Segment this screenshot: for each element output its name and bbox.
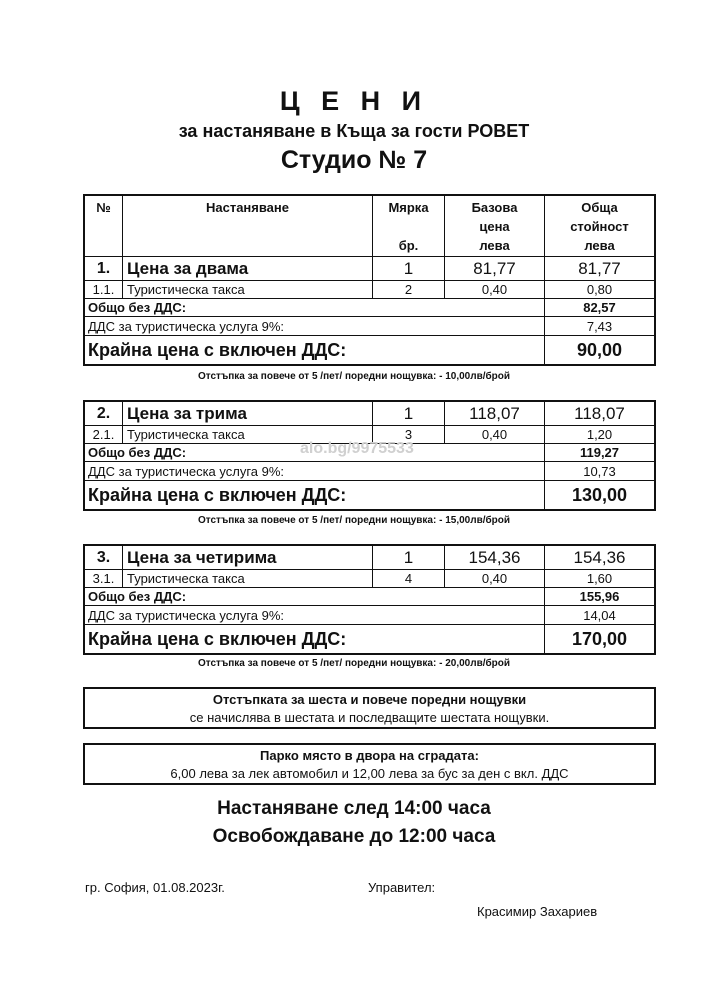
final-price-label: Крайна цена с включен ДДС: xyxy=(85,625,545,653)
subtotal-label: Общо без ДДС: xyxy=(85,299,545,316)
final-price-row xyxy=(85,625,654,653)
row-qty: 2 xyxy=(373,281,445,298)
header-total-line2: стойност xyxy=(570,219,629,234)
row-name: Цена за четирима xyxy=(123,546,373,569)
discount-note-2: Отстъпка за повече от 5 /пет/ поредни нощувка: - 15,00лв/брой xyxy=(197,515,511,526)
row-total: 1,20 xyxy=(586,427,613,442)
row-no: 1.1. xyxy=(85,281,123,298)
header-base-line2: цена xyxy=(479,219,510,234)
place-date: гр. София, 01.08.2023г. xyxy=(85,880,225,895)
vat-row xyxy=(85,317,654,336)
row-base: 118,07 xyxy=(445,402,545,425)
row-total: 81,77 xyxy=(578,258,621,278)
row-total: 154,36 xyxy=(573,547,626,567)
row-no: 2. xyxy=(85,402,123,425)
parking-box xyxy=(83,743,656,785)
row-qty: 4 xyxy=(373,570,445,587)
price-table-3 xyxy=(83,544,656,655)
header-unit-line2: бр. xyxy=(398,238,419,253)
table-row xyxy=(85,257,654,281)
vat-row xyxy=(85,462,654,481)
subtotal-value: 155,96 xyxy=(579,589,620,604)
subtotal-label: Общо без ДДС: xyxy=(85,588,545,605)
row-qty: 3 xyxy=(373,426,445,443)
parking-line2: 6,00 лева за лек автомобил и 12,00 лева за бус за ден с вкл. ДДС xyxy=(170,766,569,781)
final-price-row xyxy=(85,481,654,509)
row-base: 0,40 xyxy=(445,570,545,587)
header-total-line3: лева xyxy=(584,238,615,253)
row-no: 2.1. xyxy=(85,426,123,443)
row-total: 118,07 xyxy=(574,403,625,423)
header-no: № xyxy=(85,196,123,256)
row-base: 0,40 xyxy=(445,281,545,298)
subtotal-label: Общо без ДДС: xyxy=(85,444,545,461)
checkout-time: Освобождаване до 12:00 часа xyxy=(212,826,496,847)
subtotal-value: 119,27 xyxy=(579,445,620,460)
row-base: 81,77 xyxy=(445,257,545,280)
header-base xyxy=(445,196,545,256)
vat-label: ДДС за туристическа услуга 9%: xyxy=(85,462,545,480)
row-name: Туристическа такса xyxy=(123,281,373,298)
discount-rule-line1: Отстъпката за шеста и повече поредни нощувки xyxy=(212,692,527,707)
table-row xyxy=(85,570,654,588)
subtotal-row xyxy=(85,588,654,606)
header-total-line1: Обща xyxy=(581,200,618,215)
discount-rule-box xyxy=(83,687,656,729)
discount-rule-line2: се начислява в шестата и последващите шестата нощувки. xyxy=(189,710,550,725)
room-title: Студио № 7 xyxy=(280,146,428,174)
document-title: Ц Е Н И xyxy=(279,86,429,116)
manager-name: Красимир Захариев xyxy=(477,904,598,919)
table-row xyxy=(85,546,654,570)
vat-label: ДДС за туристическа услуга 9%: xyxy=(85,606,545,624)
header-total xyxy=(545,196,654,256)
row-name: Цена за трима xyxy=(123,402,373,425)
manager-label: Управител: xyxy=(368,880,436,895)
header-unit xyxy=(373,196,445,256)
watermark: alo.bg/9975533 xyxy=(300,440,414,457)
table-row xyxy=(85,402,654,426)
vat-value: 14,04 xyxy=(583,607,616,623)
discount-note-3: Отстъпка за повече от 5 /пет/ поредни нощувка: - 20,00лв/брой xyxy=(197,658,511,669)
row-name: Туристическа такса xyxy=(123,426,373,443)
final-price-label: Крайна цена с включен ДДС: xyxy=(85,336,545,364)
vat-label: ДДС за туристическа услуга 9%: xyxy=(85,317,545,335)
vat-value: 10,73 xyxy=(583,463,616,479)
row-qty: 1 xyxy=(373,402,445,425)
row-name: Цена за двама xyxy=(123,257,373,280)
table-header xyxy=(85,196,654,257)
row-name: Туристическа такса xyxy=(123,570,373,587)
price-table-1 xyxy=(83,194,656,366)
row-qty: 1 xyxy=(373,257,445,280)
header-name: Настаняване xyxy=(123,196,373,256)
vat-row xyxy=(85,606,654,625)
final-price-row xyxy=(85,336,654,364)
row-total: 0,80 xyxy=(586,282,613,297)
table-row xyxy=(85,281,654,299)
header-base-line1: Базова xyxy=(471,200,518,215)
row-qty: 1 xyxy=(373,546,445,569)
discount-note-1: Отстъпка за повече от 5 /пет/ поредни нощувка: - 10,00лв/брой xyxy=(197,371,511,382)
header-unit-line1: Мярка xyxy=(388,200,429,215)
final-price-value: 130,00 xyxy=(571,484,628,505)
row-no: 3. xyxy=(85,546,123,569)
subtotal-row xyxy=(85,299,654,317)
final-price-value: 170,00 xyxy=(571,628,628,649)
row-no: 3.1. xyxy=(85,570,123,587)
parking-line1: Парко място в двора на сградата: xyxy=(260,748,479,763)
header-base-line3: лева xyxy=(479,238,510,253)
vat-value: 7,43 xyxy=(586,318,613,334)
checkin-time: Настаняване след 14:00 часа xyxy=(217,798,491,819)
document-subtitle: за настаняване в Къща за гости РОВЕТ xyxy=(178,121,530,141)
row-base: 0,40 xyxy=(445,426,545,443)
subtotal-value: 82,57 xyxy=(583,300,616,315)
row-no: 1. xyxy=(85,257,123,280)
row-total: 1,60 xyxy=(586,571,613,586)
final-price-value: 90,00 xyxy=(576,339,623,360)
final-price-label: Крайна цена с включен ДДС: xyxy=(85,481,545,509)
row-base: 154,36 xyxy=(445,546,545,569)
